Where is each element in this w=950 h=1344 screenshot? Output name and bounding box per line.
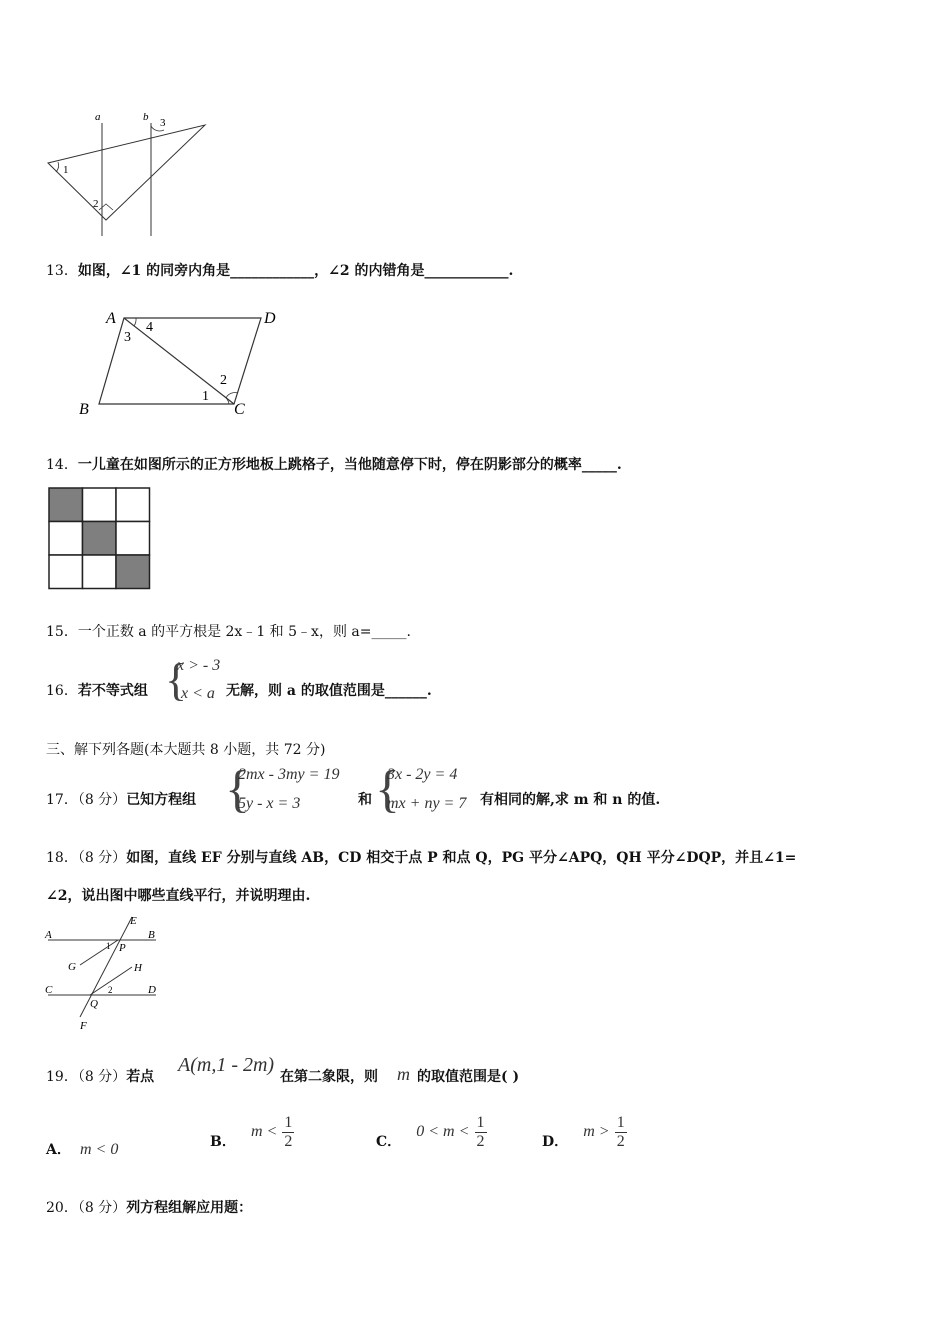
denominator: 2 (476, 1132, 485, 1150)
question-text: 如图，∠1 的同旁内角是____________，∠2 的内错角是____________. (77, 263, 514, 279)
grid-cell-shaded (83, 522, 117, 556)
label-F: F (80, 1020, 87, 1032)
point-expression: A(m,1 - 2m) (178, 1054, 275, 1076)
question-score: （8 分） (77, 1069, 127, 1085)
label-E: E (130, 915, 137, 927)
question-number: 14． (46, 457, 78, 473)
grid-cell (116, 488, 150, 522)
question-number: 16． (46, 683, 78, 699)
denominator: 2 (284, 1132, 293, 1150)
grid-cell-shaded (116, 555, 150, 589)
label-angle-3: 3 (124, 330, 131, 345)
option-expr: m < 0 (79, 1141, 119, 1158)
system-2-brace: { (375, 761, 400, 818)
option-label: B． (210, 1134, 236, 1150)
question-number: 18． (46, 850, 78, 866)
label-P: P (119, 942, 126, 954)
option-b[interactable] (210, 1113, 294, 1151)
label-angle-2: 2 (220, 373, 227, 388)
label-angle-3: 3 (160, 117, 166, 129)
question-text: 如图，直线 EF 分别与直线 AB，CD 相交于点 P 和点 Q，PG 平分∠APQ，QH 平分∠DQP，并且∠1= (126, 850, 797, 866)
question-13 (46, 262, 513, 280)
question-text: 列方程组解应用题： (126, 1200, 253, 1216)
label-C: C (45, 984, 53, 996)
system-brace: { (165, 654, 188, 705)
question-20 (46, 1199, 252, 1217)
label-B: B (148, 929, 155, 941)
numerator: 1 (476, 1113, 485, 1131)
section-heading: 三、解下列各题(本大题共 8 小题，共 72 分) (46, 742, 326, 758)
label-Q: Q (90, 998, 98, 1010)
question-text: 一儿童在如图所示的正方形地板上跳格子，当他随意停下时，停在阴影部分的概率_____. (77, 457, 622, 473)
system-1-brace: { (225, 761, 250, 818)
question-number: 15． (46, 624, 78, 640)
option-label: A． (46, 1142, 71, 1158)
question-score: （8 分） (77, 792, 127, 808)
question-19 (46, 1068, 154, 1086)
question-18-line-2: ∠2，说出图中哪些直线平行，并说明理由. (46, 888, 311, 904)
label-angle-2: 2 (108, 985, 113, 995)
numerator: 1 (616, 1113, 625, 1131)
question-text: 一个正数 a 的平方根是 2x﹣1 和 5﹣x，则 a=_____. (77, 624, 411, 640)
grid-cell-shaded (49, 488, 83, 522)
label-b: b (143, 111, 149, 123)
fraction (282, 1114, 294, 1151)
label-B: B (79, 401, 89, 418)
inequality-line-1: x > - 3 (177, 657, 221, 674)
figure-grid-3x3 (47, 486, 155, 592)
label-A: A (45, 929, 52, 941)
question-14 (46, 456, 622, 474)
label-A: A (106, 310, 116, 327)
label-C: C (234, 401, 245, 418)
connector-and: 和 (358, 792, 372, 808)
question-text-pre: 若不等式组 (77, 683, 148, 699)
option-label: C． (376, 1134, 402, 1150)
question-number: 13． (46, 263, 78, 279)
label-H: H (134, 962, 142, 974)
question-score: （8 分） (77, 1200, 127, 1216)
label-angle-1: 1 (202, 389, 209, 404)
question-17 (46, 791, 196, 809)
question-number: 19． (46, 1069, 78, 1085)
option-expr: m > (583, 1123, 610, 1140)
option-d[interactable] (542, 1113, 627, 1151)
grid-cell (49, 555, 83, 589)
question-16 (46, 682, 148, 700)
figure-transversal (42, 912, 167, 1034)
option-a[interactable] (46, 1139, 118, 1159)
grid-cell (83, 488, 117, 522)
numerator: 1 (284, 1113, 293, 1131)
option-label: D． (542, 1134, 569, 1150)
option-c[interactable] (376, 1113, 487, 1151)
question-text-pre: 已知方程组 (126, 792, 197, 808)
grid-cell (83, 555, 117, 589)
label-angle-1: 1 (106, 941, 111, 951)
inequality-line-2: x < a (181, 685, 215, 702)
question-15 (46, 623, 411, 641)
label-angle-4: 4 (146, 320, 153, 335)
figure-parallel-lines-triangle (40, 108, 220, 238)
system-2-line-1: 3x - 2y = 4 (387, 766, 458, 783)
label-angle-2: 2 (93, 198, 99, 210)
question-number: 20． (46, 1200, 78, 1216)
question-score: （8 分） (77, 850, 127, 866)
label-a: a (95, 111, 101, 123)
label-D: D (264, 310, 276, 327)
question-number: 17． (46, 792, 78, 808)
question-17-post: 有相同的解,求 m 和 n 的值. (480, 792, 661, 808)
system-1-line-2: 5y - x = 3 (238, 795, 301, 812)
label-angle-1: 1 (63, 164, 69, 176)
label-G: G (68, 961, 76, 973)
fraction (475, 1114, 487, 1151)
grid-cell (116, 522, 150, 556)
system-1-line-1: 2mx - 3my = 19 (238, 766, 340, 783)
label-D: D (148, 984, 156, 996)
question-19-post: 的取值范围是( ) (417, 1069, 520, 1085)
figure-parallelogram (74, 304, 294, 422)
fraction (615, 1114, 627, 1151)
system-2-line-2: mx + ny = 7 (387, 795, 467, 812)
question-16-post: 无解，则 a 的取值范围是______. (226, 683, 432, 699)
grid-cell (49, 522, 83, 556)
question-18-line-1 (46, 849, 796, 867)
option-expr: 0 < m < (416, 1123, 470, 1140)
variable-m: m (397, 1064, 410, 1084)
option-expr: m < (250, 1123, 278, 1140)
question-text-pre: 若点 (126, 1069, 155, 1085)
question-19-mid: 在第二象限，则 (280, 1069, 378, 1085)
denominator: 2 (616, 1132, 625, 1150)
